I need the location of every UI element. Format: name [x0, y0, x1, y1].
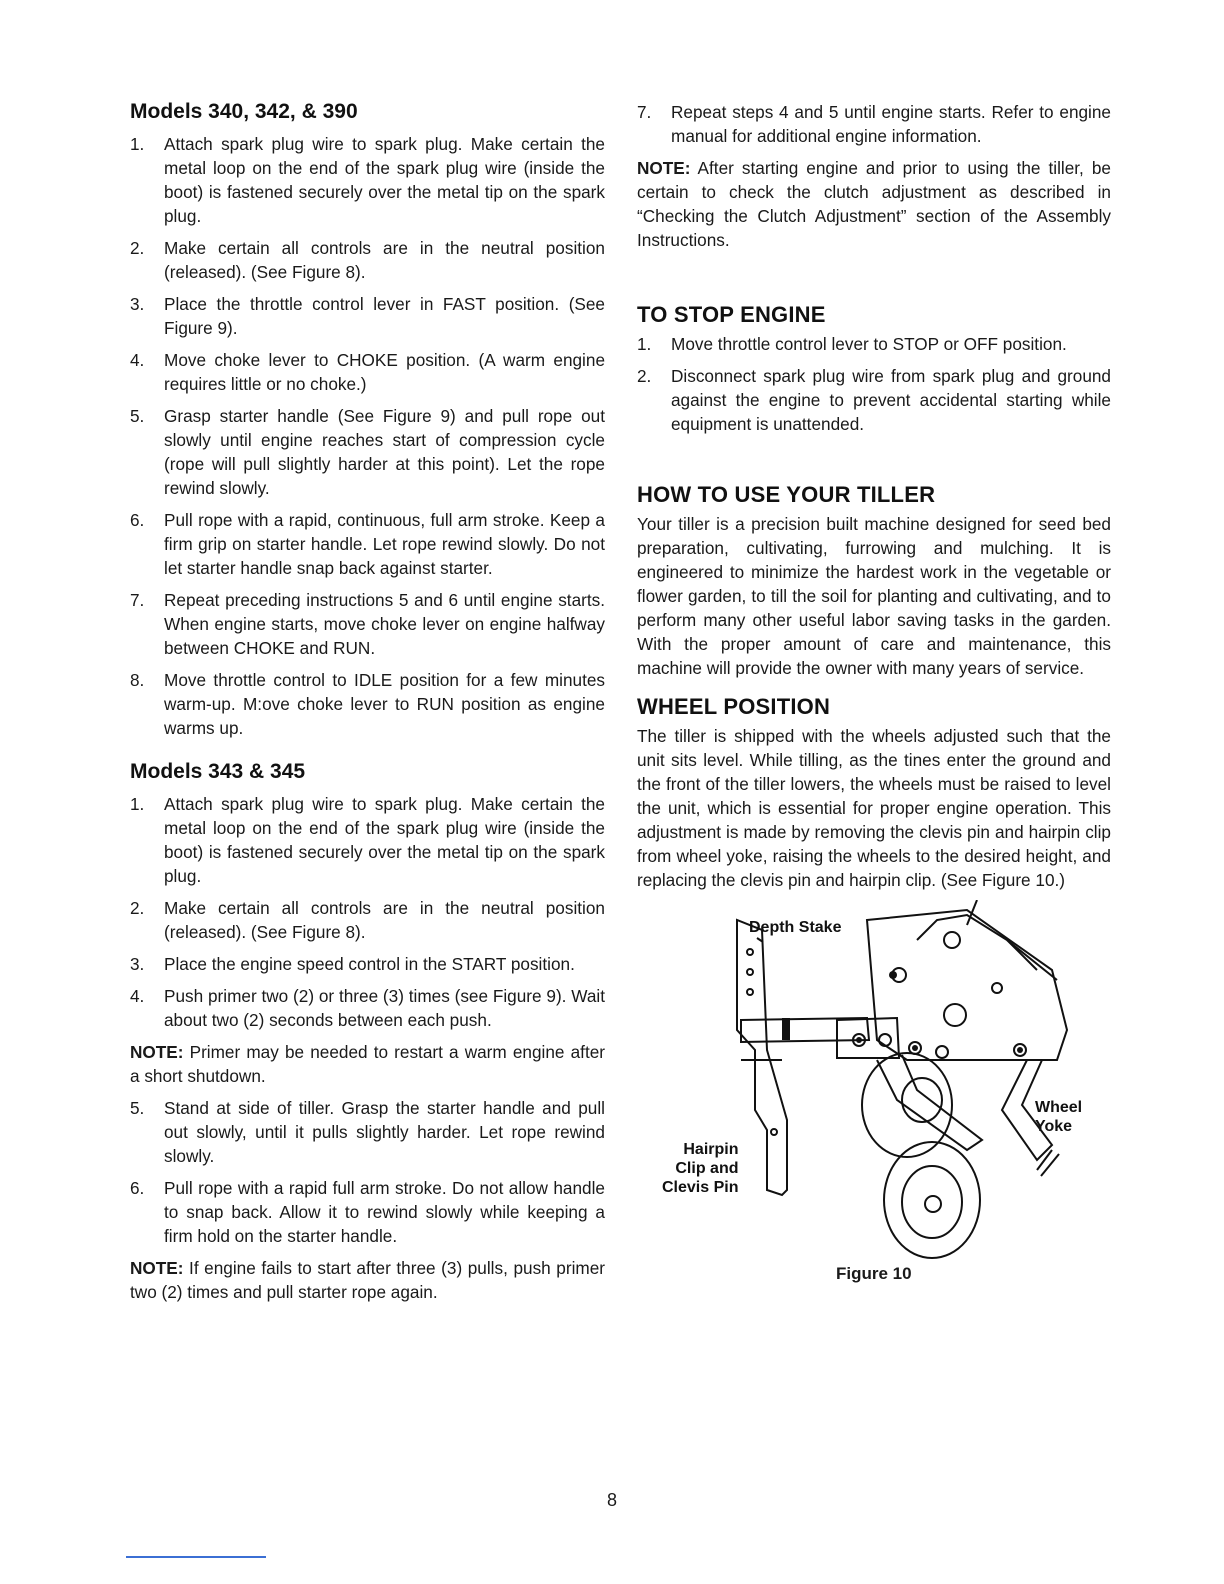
- hairpin-clip-label: Hairpin Clip and Clevis Pin: [662, 1141, 739, 1196]
- step-item: 3. Place the engine speed control in the START position.: [130, 954, 575, 974]
- models-343-steps-b: [130, 1096, 605, 1248]
- step-item: 5. Stand at side of tiller. Grasp the starter handle and pull out slowly, until it pulls slightly harder. Let rope rewind slowly.: [130, 1098, 605, 1166]
- right-column: [637, 100, 1111, 1285]
- step-item: 2. Make certain all controls are in the neutral position (released). (See Figure 8).: [130, 238, 605, 282]
- wheel-position-paragraph: The tiller is shipped with the wheels adjusted such that the unit sits level. While tilling, as the tines enter the ground and the front of the tiller lowers, the wheels must be raised to level the unit, which is essential for proper engine operation. This adjustment is made by removing the clevis pin and hairpin clip from wheel yoke, raising the wheels to the desired height, and replacing the clevis pin and hairpin clip. (See Figure 10.): [637, 726, 1111, 890]
- models-343-heading: Models 343 & 345: [130, 760, 306, 783]
- step-item: 6. Pull rope with a rapid, continuous, full arm stroke. Keep a firm grip on starter handle. Let rope rewind slowly. Do not let starter handle snap back against starter.: [130, 510, 605, 578]
- stop-engine-steps: [637, 332, 1111, 436]
- page-number: 8: [606, 1490, 617, 1510]
- continued-steps: [637, 100, 1111, 148]
- step-item: 2. Disconnect spark plug wire from spark plug and ground against the engine to prevent accidental starting while equipment is unattended.: [637, 366, 1111, 434]
- figure-caption: Figure 10: [836, 1264, 912, 1283]
- how-to-use-heading: HOW TO USE YOUR TILLER: [637, 482, 936, 507]
- step-item: 1. Attach spark plug wire to spark plug. Make certain the metal loop on the end of the spark plug wire (inside the boot) is fastened securely over the metal tip on the spark plug.: [130, 794, 605, 886]
- step-item: 7. Repeat preceding instructions 5 and 6 until engine starts. When engine starts, move choke lever on engine halfway between CHOKE and RUN.: [130, 590, 605, 658]
- how-to-use-paragraph: Your tiller is a precision built machine designed for seed bed preparation, cultivating, furrowing and mulching. It is engineered to minimize the hardest work in the vegetable or flower garden, to till the soil for planting and cultivating, and to perform many other useful labor saving tasks in the garden. With the proper amount of care and maintenance, this machine will provide the owner with many years of service.: [637, 514, 1111, 678]
- left-column: [130, 100, 605, 1312]
- step-item: 3. Place the throttle control lever in FAST position. (See Figure 9).: [130, 294, 605, 338]
- note-primer: NOTE: Primer may be needed to restart a warm engine after a short shutdown.: [130, 1042, 605, 1086]
- stop-engine-heading: TO STOP ENGINE: [637, 302, 826, 327]
- step-item: 1. Move throttle control lever to STOP or OFF position.: [637, 334, 1067, 354]
- step-item: 4. Push primer two (2) or three (3) times (see Figure 9). Wait about two (2) seconds between each push.: [130, 986, 605, 1030]
- step-item: 6. Pull rope with a rapid full arm stroke. Do not allow handle to snap back. Allow it to rewind slowly while keeping a firm hold on the starter handle.: [130, 1178, 605, 1246]
- models-340-steps: [130, 132, 605, 740]
- note-clutch: NOTE: After starting engine and prior to using the tiller, be certain to check the clutch adjustment as described in “Checking the Clutch Adjustment” section of the Assembly Instructions.: [637, 158, 1111, 250]
- models-340-heading: Models 340, 342, & 390: [130, 100, 358, 123]
- step-item: 2. Make certain all controls are in the neutral position (released). (See Figure 8).: [130, 898, 605, 942]
- models-343-steps-a: [130, 792, 605, 1032]
- depth-stake-label: Depth Stake: [749, 919, 842, 936]
- figure-10: [637, 900, 1111, 1285]
- wheel-position-heading: WHEEL POSITION: [637, 694, 831, 719]
- step-item: 1. Attach spark plug wire to spark plug. Make certain the metal loop on the end of the spark plug wire (inside the boot) is fastened securely over the metal tip on the spark plug.: [130, 134, 605, 226]
- step-item: 7. Repeat steps 4 and 5 until engine starts. Refer to engine manual for additional engine information.: [637, 102, 1111, 146]
- wheel-yoke-label: Wheel Yoke: [1035, 1099, 1083, 1135]
- step-item: 5. Grasp starter handle (See Figure 9) and pull rope out slowly until engine reaches start of compression cycle (rope will pull slightly harder at this point). Let the rope rewind slowly.: [130, 406, 605, 498]
- tiller-wheel-illustration: [637, 900, 1111, 1260]
- note-fails-to-start: NOTE: If engine fails to start after three (3) pulls, push primer two (2) times and pull starter rope again.: [130, 1258, 605, 1302]
- step-item: 4. Move choke lever to CHOKE position. (A warm engine requires little or no choke.): [130, 350, 605, 394]
- edge-line: [126, 1556, 266, 1558]
- step-item: 8. Move throttle control to IDLE position for a few minutes warm-up. M:ove choke lever to RUN position as engine warms up.: [130, 670, 605, 738]
